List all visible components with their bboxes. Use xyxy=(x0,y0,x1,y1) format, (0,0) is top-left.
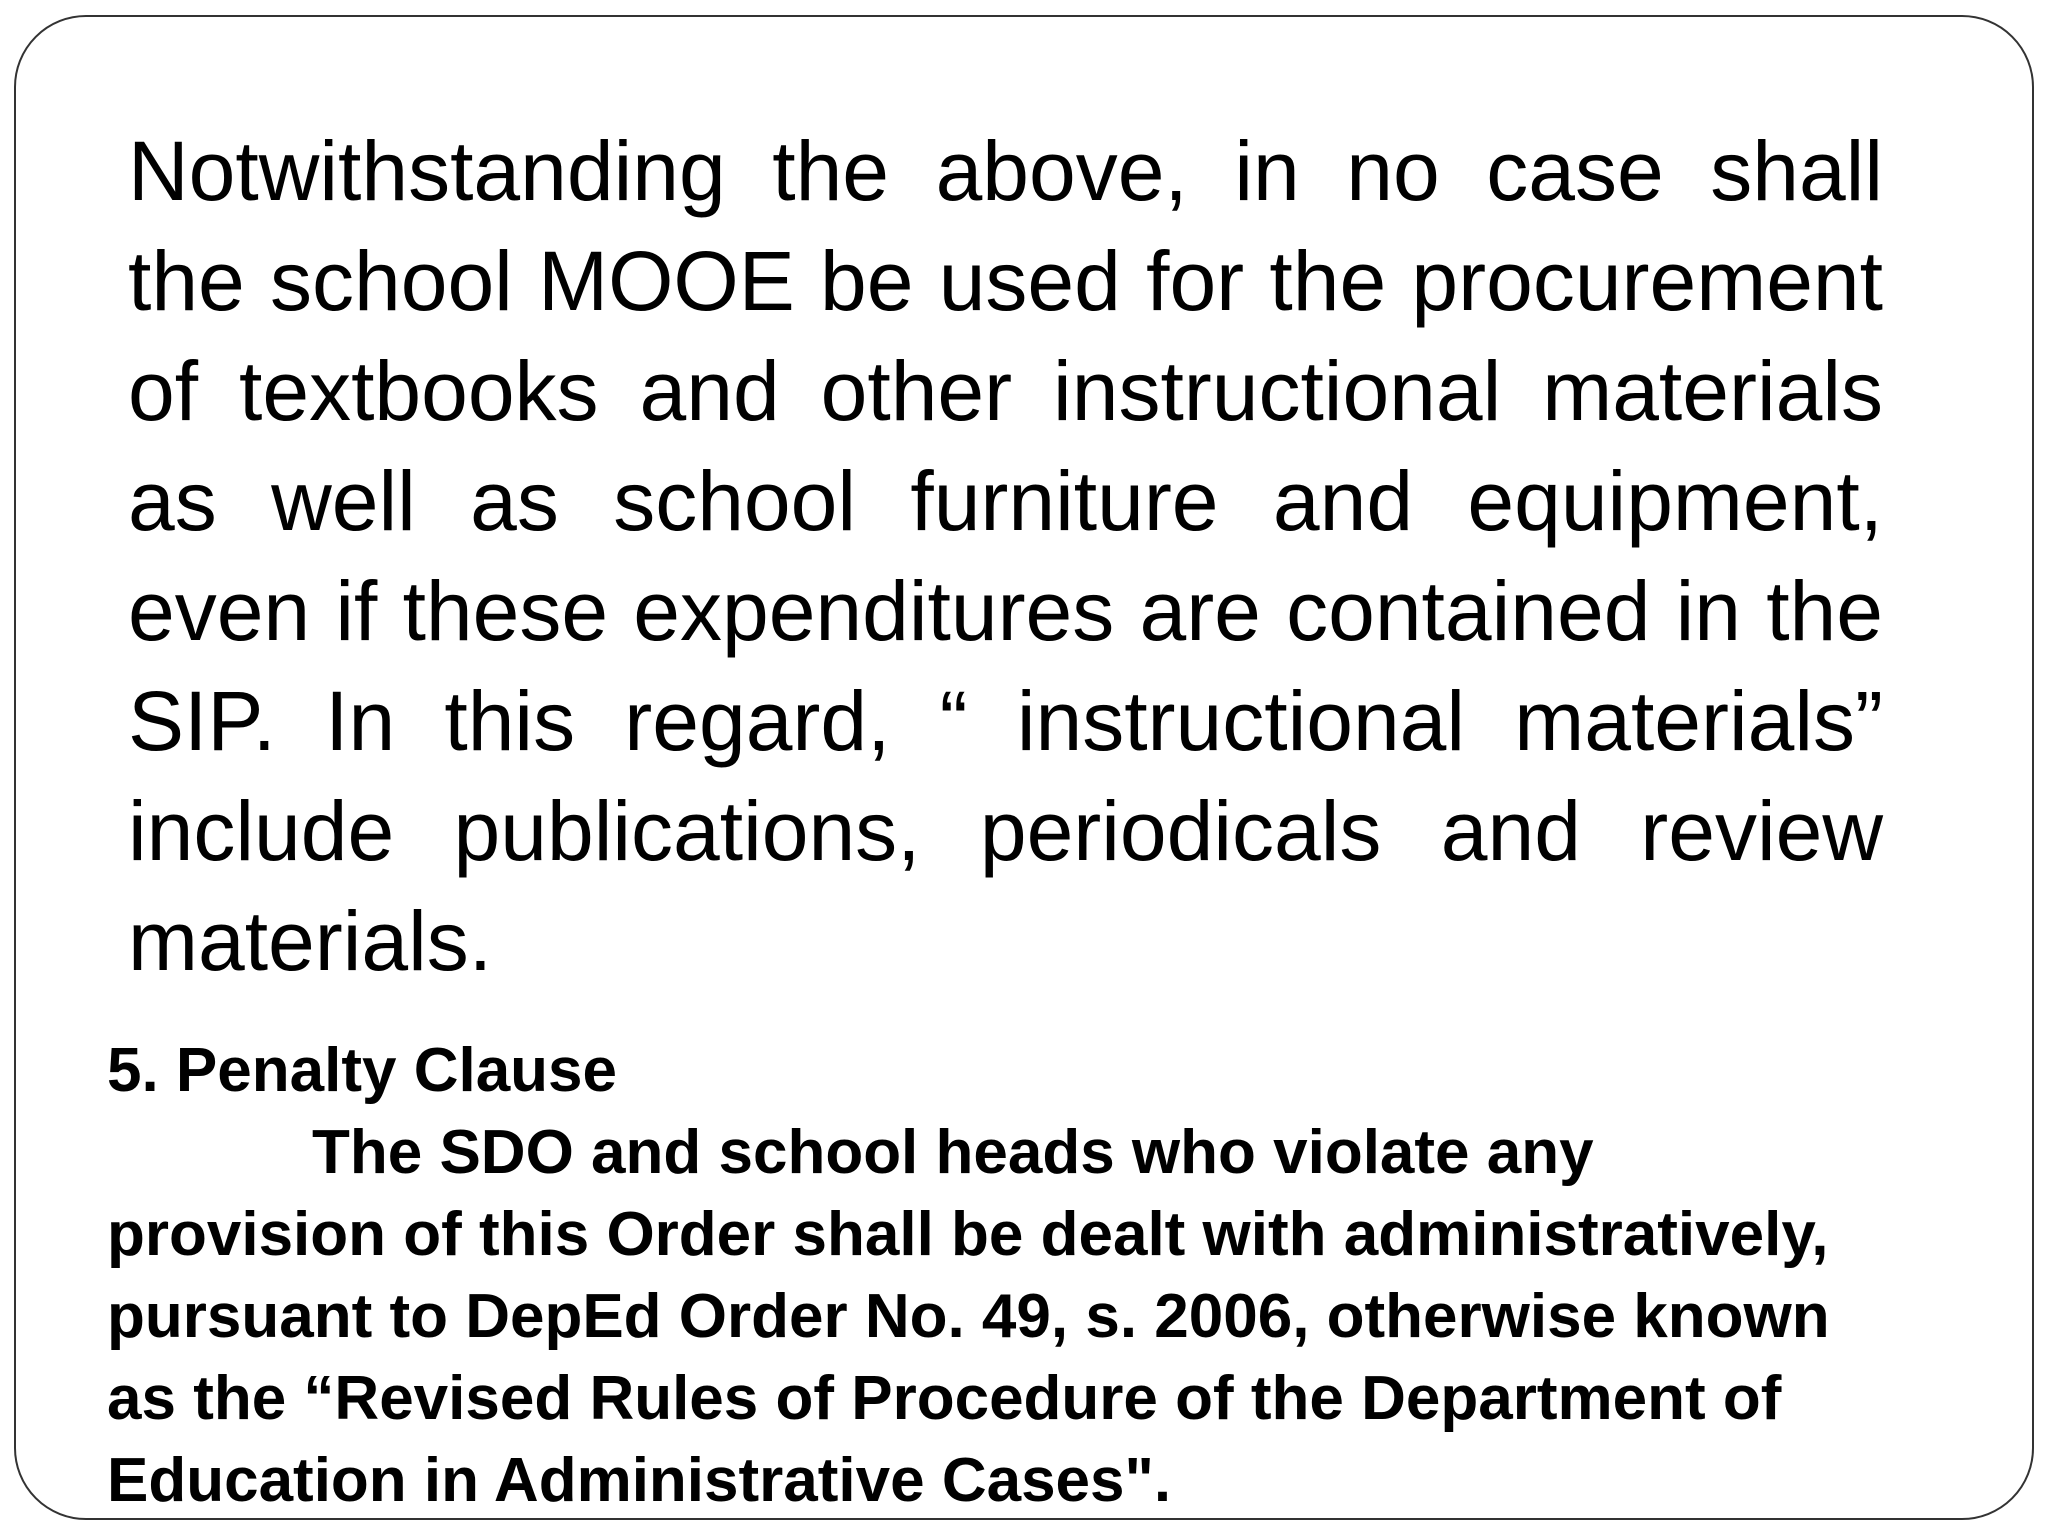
penalty-clause-body: The SDO and school heads who violate any provision of this Order shall be dealt with administratively, pursuant to DepEd Order No. 49, s. 2006, otherwise known as the “Revised Rules of Procedure of the Department of Education in Administrative Cases". xyxy=(107,1118,1830,1515)
penalty-clause-heading: 5. Penalty Clause xyxy=(107,1036,618,1105)
penalty-clause-section xyxy=(107,1030,1867,1522)
main-paragraph: Notwithstanding the above, in no case shall the school MOOE be used for the procurement of textbooks and other instructional materials as well as school furniture and equipment, even if these expenditures are contained in the SIP. In this regard, “ instructional materials” include publications, periodicals and review materials. xyxy=(128,124,1883,988)
